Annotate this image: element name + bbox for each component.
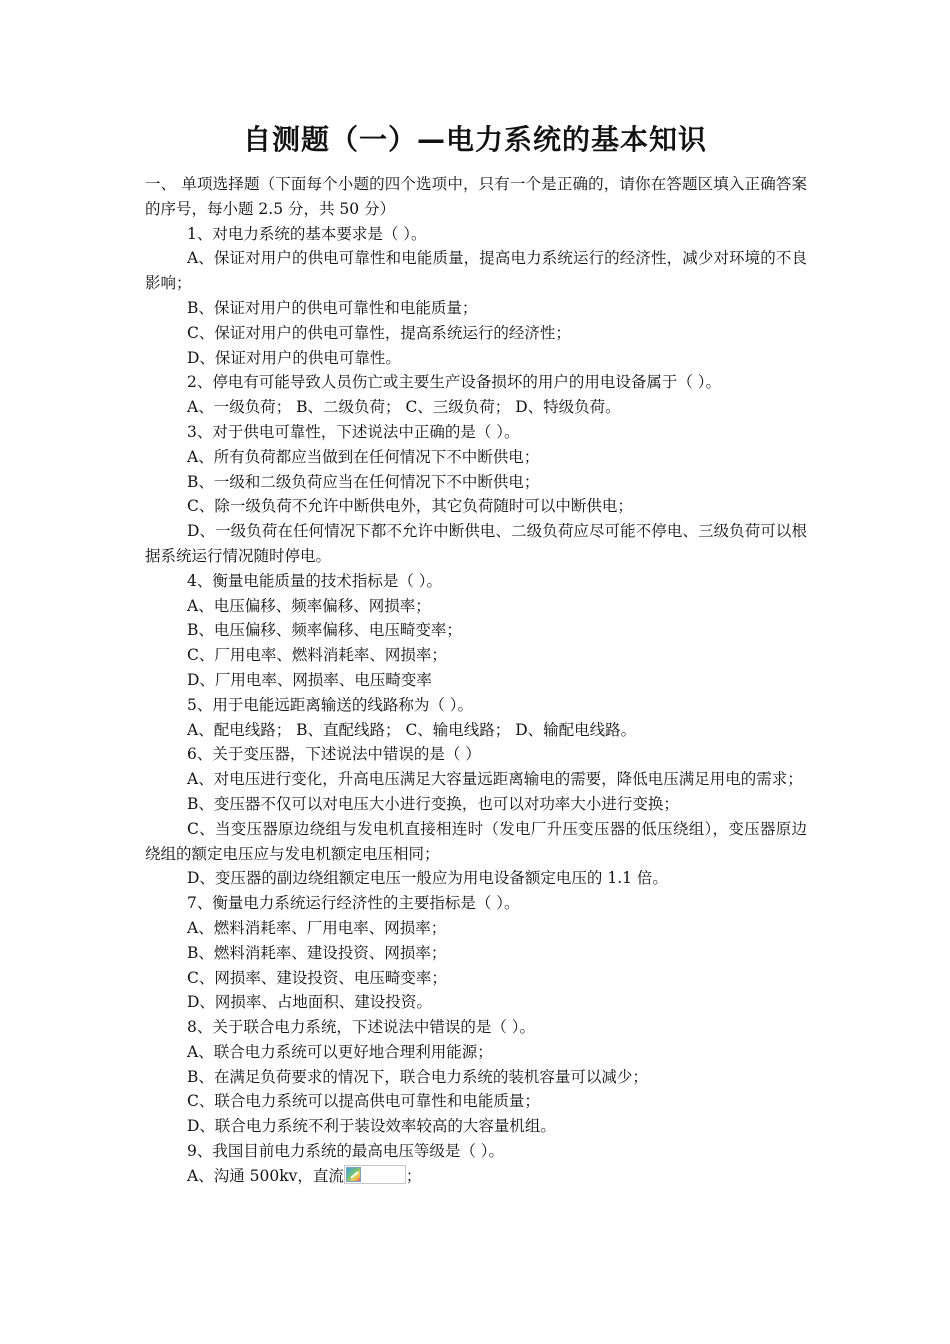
question-option: C、厂用电率、燃料消耗率、网损率； [187,646,447,665]
question-option: A、燃料消耗率、厂用电率、网损率； [187,918,447,937]
question-option [145,1164,807,1189]
document-title: 自测题（一）—电力系统的基本知识 [242,123,707,156]
question-option: B、电压偏移、频率偏移、电压畸变率； [187,621,462,640]
question-stem: 8、关于联合电力系统，下述说法中错误的是（ ）。 [187,1018,536,1037]
document-body [145,172,807,1189]
section-header: 一、 单项选择题（下面每个小题的四个选项中，只有一个是正确的，请你在答题区填入正确答案的序号，每小题 2.5 分，共 50 分） [145,175,807,218]
question-option: B、保证对用户的供电可靠性和电能质量； [187,298,478,317]
option-text: ； [405,1166,422,1185]
question-option: D、一级负荷在任何情况下都不允许中断供电、二级负荷应尽可能不停电、三级负荷可以根据系统运行情况随时停电。 [145,522,807,565]
question-option: B、在满足负荷要求的情况下，联合电力系统的装机容量可以减少； [187,1067,648,1086]
question-option: C、当变压器原边绕组与发电机直接相连时（发电厂升压变压器的低压绕组），变压器原边绕组的额定电压应与发电机额定电压相同； [145,819,807,863]
question-option: A、电压偏移、频率偏移、网损率； [187,596,431,615]
question-stem: 3、对于供电可靠性，下述说法中正确的是（ ）。 [187,422,520,441]
question-stem: 2、停电有可能导致人员伤亡或主要生产设备损坏的用户的用电设备属于（ ）。 [187,373,722,392]
question-option: D、变压器的副边绕组额定电压一般应为用电设备额定电压的 1.1 倍。 [187,869,668,888]
question-stem: 6、关于变压器，下述说法中错误的是（ ） [187,745,481,764]
question-stem: 1、对电力系统的基本要求是（ ）。 [187,224,427,243]
question-option: B、变压器不仅可以对电压大小进行变换，也可以对功率大小进行变换； [187,794,679,813]
question-option: A、联合电力系统可以更好地合理利用能源； [187,1042,493,1061]
question-option: A、一级负荷； B、二级负荷； C、三级负荷； D、特级负荷。 [187,398,621,417]
question-option: D、保证对用户的供电可靠性。 [187,348,401,367]
question-option: A、保证对用户的供电可靠性和电能质量，提高电力系统运行的经济性，减少对环境的不良影响； [145,249,807,293]
question-option: C、联合电力系统可以提高供电可靠性和电能质量； [187,1092,540,1111]
question-option: C、网损率、建设投资、电压畸变率； [187,968,447,987]
question-stem: 9、我国目前电力系统的最高电压等级是（ ）。 [187,1142,505,1161]
question-option: D、厂用电率、网损率、电压畸变率 [187,670,432,689]
question-option: A、所有负荷都应当做到在任何情况下不中断供电； [187,447,540,466]
question-stem: 4、衡量电能质量的技术指标是（ ）。 [187,571,443,590]
question-option: B、燃料消耗率、建设投资、网损率； [187,943,447,962]
question-option: C、保证对用户的供电可靠性，提高系统运行的经济性； [187,323,571,342]
option-text: A、沟通 500kv，直流 [187,1166,344,1185]
question-option: D、联合电力系统不利于装设效率较高的大容量机组。 [187,1117,556,1136]
question-option: C、除一级负荷不允许中断供电外，其它负荷随时可以中断供电； [187,497,633,516]
question-stem: 7、衡量电力系统运行经济性的主要指标是（ ）。 [187,894,520,913]
question-stem: 5、用于电能远距离输送的线路称为（ ）。 [187,695,474,714]
question-option: D、网损率、占地面积、建设投资。 [187,993,432,1012]
question-option: B、一级和二级负荷应当在任何情况下不中断供电； [187,472,540,491]
broken-image-icon [344,1165,406,1184]
question-option: A、对电压进行变化，升高电压满足大容量远距离输电的需要，降低电压满足用电的需求； [187,770,803,789]
question-option: A、配电线路； B、直配线路； C、输电线路； D、输配电线路。 [187,720,637,739]
